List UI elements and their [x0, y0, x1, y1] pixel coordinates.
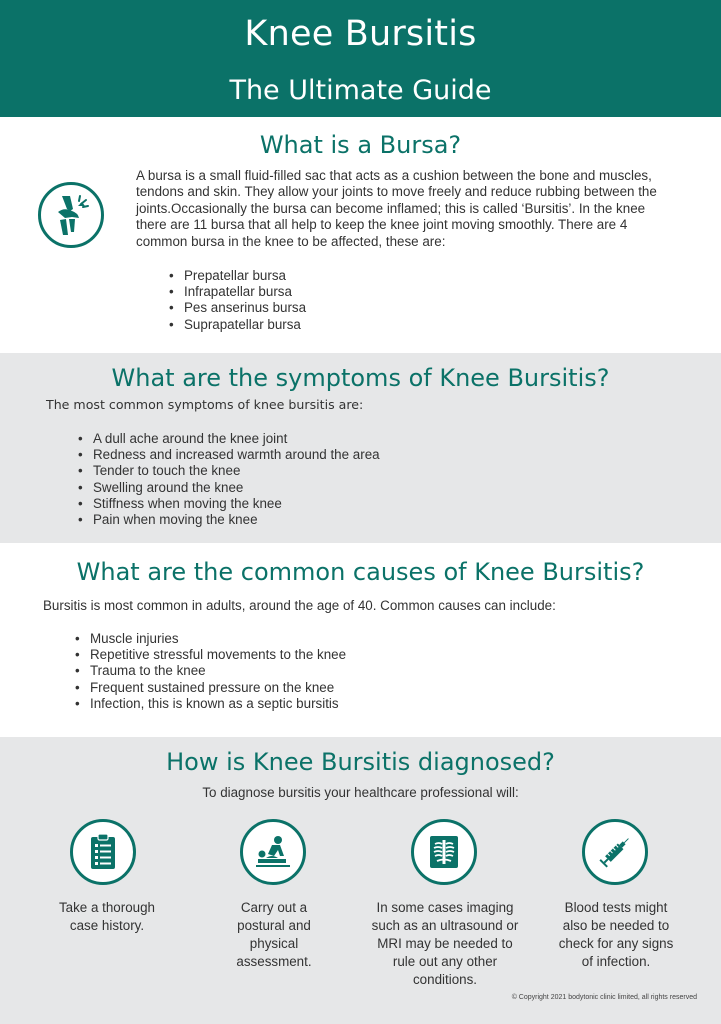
list-item: • Suprapatellar bursa [164, 317, 306, 333]
diagnosis-step-text: Carry out a postural and physical assessment. [236, 900, 312, 969]
page-title: Knee Bursitis [244, 14, 477, 54]
list-item: • Infrapatellar bursa [164, 284, 306, 300]
bursa-list [164, 268, 306, 333]
symptoms-list [73, 431, 380, 528]
diagnosis-intro: To diagnose bursitis your healthcare professional will: [202, 785, 519, 800]
list-item: • Pain when moving the knee [73, 512, 380, 528]
diagnosis-step-text: Blood tests might also be needed to check for any signs of infection. [558, 900, 674, 969]
list-item: • Muscle injuries [70, 631, 346, 647]
causes-section-title: What are the common causes of Knee Bursitis? [76, 558, 645, 586]
causes-list [70, 631, 346, 712]
copyright-notice: © Copyright 2021 bodytonic clinic limited, all rights reserved [511, 994, 697, 1001]
list-item: • Swelling around the knee [73, 480, 380, 496]
list-item: • Frequent sustained pressure on the knee [70, 680, 346, 696]
diagnosis-section-title: How is Knee Bursitis diagnosed? [166, 748, 555, 776]
list-item: • Stiffness when moving the knee [73, 496, 380, 512]
bursa-section-title: What is a Bursa? [259, 131, 462, 159]
physical-assessment-icon [240, 819, 306, 885]
list-item: • Infection, this is known as a septic bursitis [70, 696, 346, 712]
diagnosis-step-text: In some cases imaging such as an ultrasound or MRI may be needed to rule out any other conditions. [371, 900, 519, 987]
diagnosis-step-text: Take a thorough case history. [58, 900, 156, 933]
clipboard-icon [70, 819, 136, 885]
symptoms-intro: The most common symptoms of knee bursitis are: [46, 397, 364, 412]
xray-icon [411, 819, 477, 885]
list-item: • Tender to touch the knee [73, 463, 380, 479]
list-item: • Pes anserinus bursa [164, 300, 306, 316]
list-item: • A dull ache around the knee joint [73, 431, 380, 447]
list-item: • Repetitive stressful movements to the knee [70, 647, 346, 663]
knee-joint-icon [38, 182, 104, 248]
page-subtitle: The Ultimate Guide [229, 75, 492, 106]
causes-intro: Bursitis is most common in adults, around the age of 40. Common causes can include: [43, 598, 556, 613]
syringe-icon [582, 819, 648, 885]
list-item: • Redness and increased warmth around the area [73, 447, 380, 463]
list-item: • Trauma to the knee [70, 663, 346, 679]
symptoms-section-title: What are the symptoms of Knee Bursitis? [111, 364, 610, 392]
page-header [0, 0, 721, 117]
bursa-paragraph: A bursa is a small fluid-filled sac that acts as a cushion between the bone and muscles, tendons and skin. They allow your joints to move freely and reduce rubbing between the joints.Occasionally the bursa can become inflamed; this is called ‘Bursitis’. In the knee there are 11 bursa that all help to keep the knee joint moving smoothly. There are 4 common bursa in the knee to be affected, these are: [136, 168, 657, 249]
list-item: • Prepatellar bursa [164, 268, 306, 284]
